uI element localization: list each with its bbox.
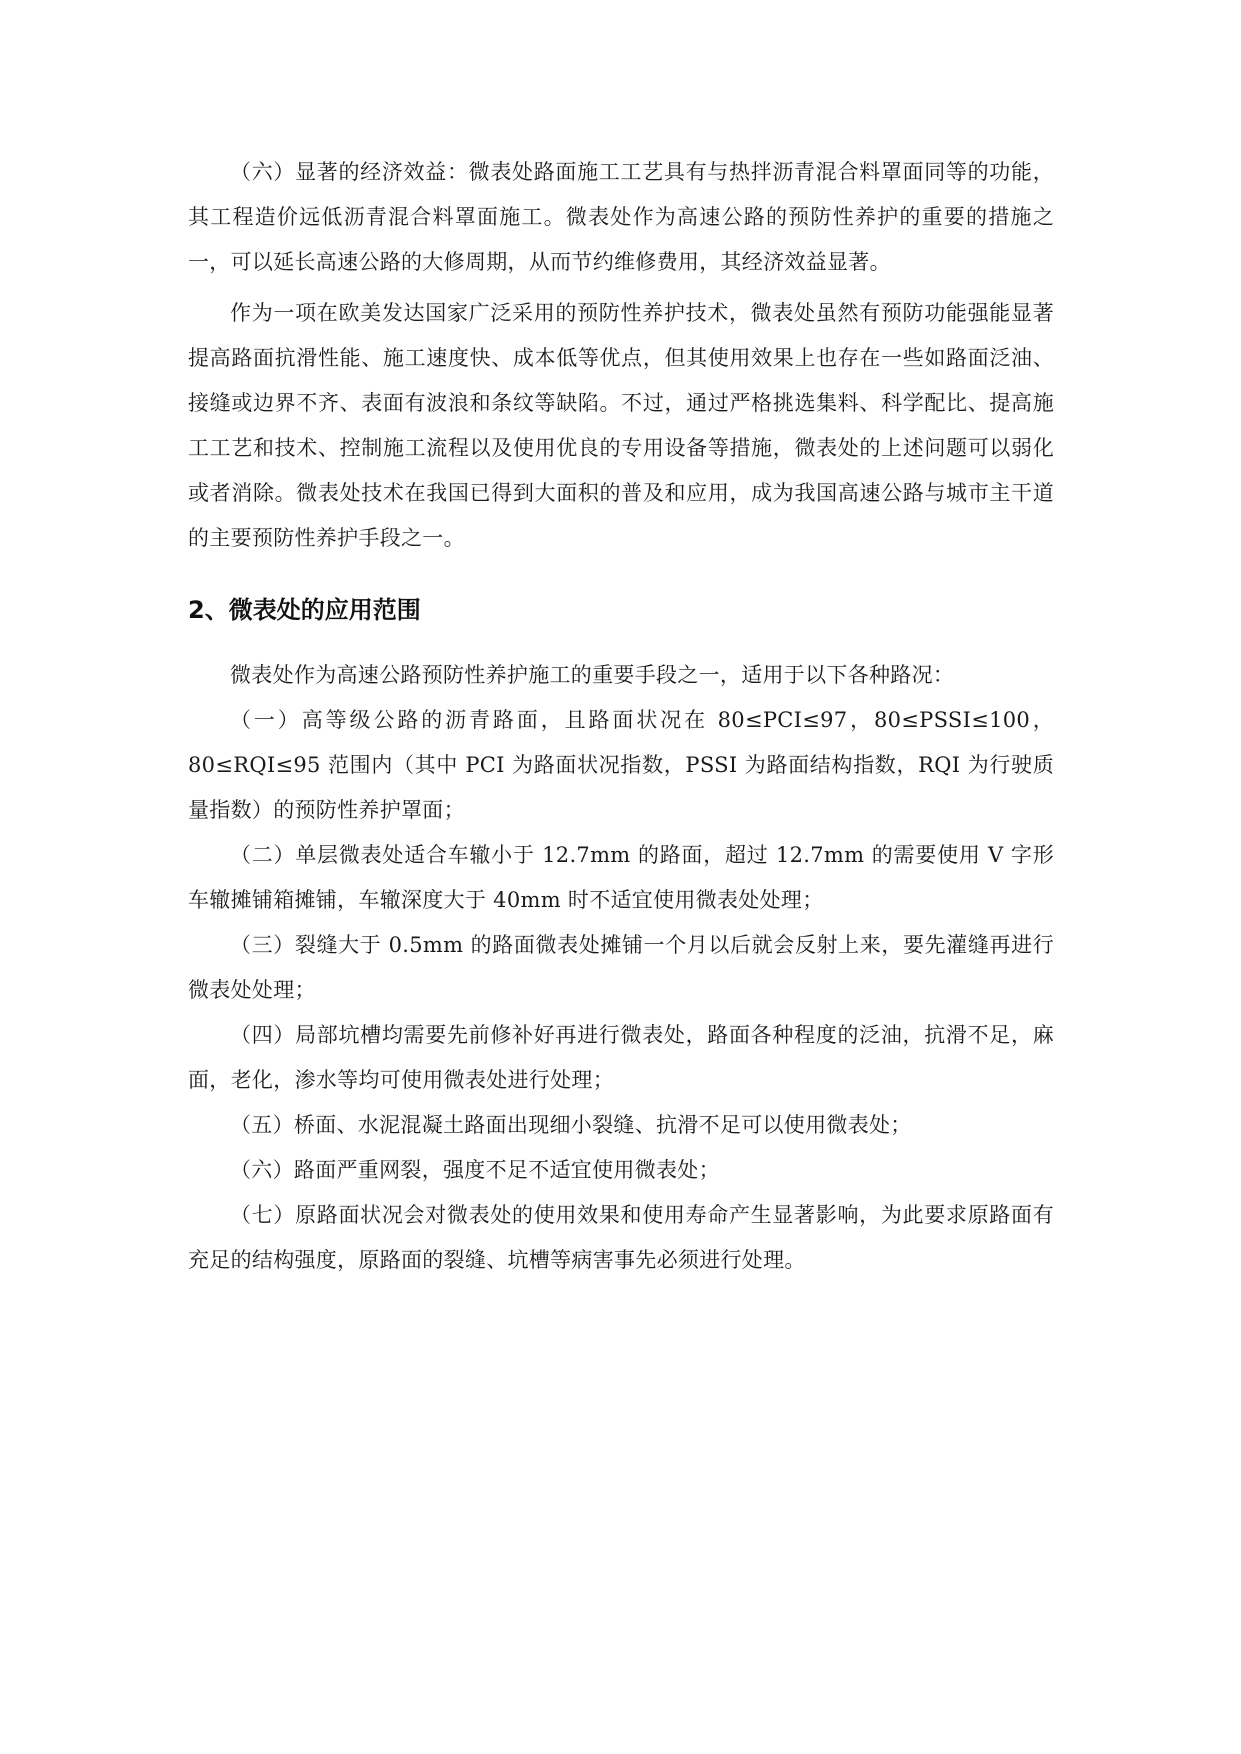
list-item-3: （三）裂缝大于 0.5mm 的路面微表处摊铺一个月以后就会反射上来，要先灌缝再进行微表处处理；	[188, 933, 1054, 1002]
list-item-1: （一）高等级公路的沥青路面，且路面状况在 80≤PCI≤97，80≤PSSI≤100，80≤RQI≤95 范围内（其中 PCI 为路面状况指数，PSSI 为路面结构指数，RQI 为行驶质量指数）的预防性养护罩面；	[188, 708, 1054, 822]
paragraph-benefit-six: （六）显著的经济效益：微表处路面施工工艺具有与热拌沥青混合料罩面同等的功能，其工程造价远低沥青混合料罩面施工。微表处作为高速公路的预防性养护的重要的措施之一，可以延长高速公路的大修周期，从而节约维修费用，其经济效益显著。	[188, 160, 1054, 274]
list-item-4: （四）局部坑槽均需要先前修补好再进行微表处，路面各种程度的泛油，抗滑不足，麻面，老化，渗水等均可使用微表处进行处理；	[188, 1023, 1054, 1092]
paragraph-summary: 作为一项在欧美发达国家广泛采用的预防性养护技术，微表处虽然有预防功能强能显著提高路面抗滑性能、施工速度快、成本低等优点，但其使用效果上也存在一些如路面泛油、接缝或边界不齐、表面有波浪和条纹等缺陷。不过，通过严格挑选集料、科学配比、提高施工工艺和技术、控制施工流程以及使用优良的专用设备等措施，微表处的上述问题可以弱化或者消除。微表处技术在我国已得到大面积的普及和应用，成为我国高速公路与城市主干道的主要预防性养护手段之一。	[188, 301, 1054, 550]
document-page	[188, 150, 1054, 1283]
list-item-5: （五）桥面、水泥混凝土路面出现细小裂缝、抗滑不足可以使用微表处；	[230, 1113, 912, 1137]
paragraph-lead: 微表处作为高速公路预防性养护施工的重要手段之一，适用于以下各种路况：	[230, 663, 955, 687]
list-item-6: （六）路面严重网裂，强度不足不适宜使用微表处；	[230, 1158, 720, 1182]
list-item-2: （二）单层微表处适合车辙小于 12.7mm 的路面，超过 12.7mm 的需要使用 V 字形车辙摊铺箱摊铺，车辙深度大于 40mm 时不适宜使用微表处处理；	[188, 843, 1054, 912]
section-heading: 2、微表处的应用范围	[188, 596, 421, 624]
list-item-7: （七）原路面状况会对微表处的使用效果和使用寿命产生显著影响，为此要求原路面有充足的结构强度，原路面的裂缝、坑槽等病害事先必须进行处理。	[188, 1203, 1054, 1272]
